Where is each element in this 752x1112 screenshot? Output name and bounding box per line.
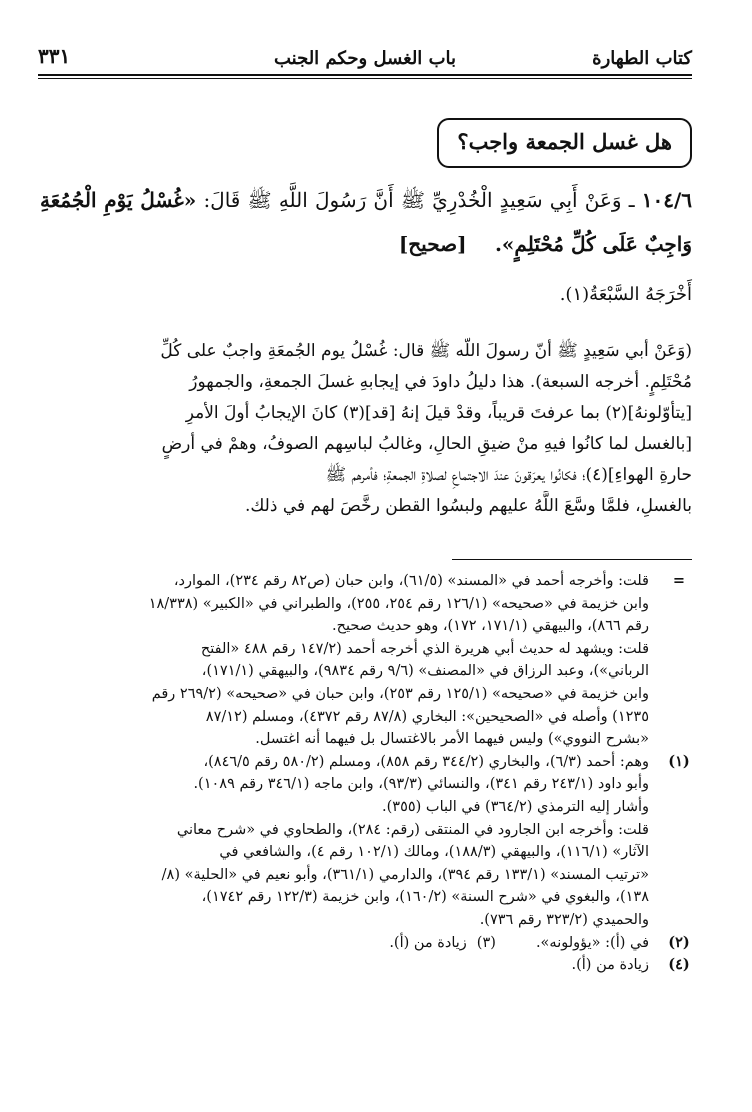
footnote-4 <box>36 954 697 977</box>
footnote-line: زيادة من (أ). <box>571 957 649 974</box>
hadith-intro: وَعَنْ أَبِي سَعِيدٍ الْخُدْرِيِّ ﷺ أَنَّ رَسُولَ اللَّهِ ﷺ قَالَ: <box>203 188 622 212</box>
footnote-divider <box>452 559 692 560</box>
footnote-line: وهم: أحمد (٦/٣)، والبخاري (٣٤٤/٢ رقم ٨٥٨)، ومسلم (٥٨٠/٢ رقم ٨٤٦/٥)، <box>203 753 649 770</box>
commentary-line: [بالغسل لما كانُوا فيهِ منْ ضيقِ الحالِ، وغالبُ لباسِهم الصوفُ، وهمْ في أرضٍ <box>161 434 692 454</box>
footnote-3-number: (٣) <box>476 934 496 951</box>
header-rule-thin <box>38 78 692 79</box>
chapter-title: باب الغسل وحكم الجنب <box>273 48 457 69</box>
hadith-matn: «غُسْلُ يَوْمِ الْجُمُعَةِ وَاجِبٌ عَلَى كُلِّ مُحْتَلِمٍ». <box>40 188 692 256</box>
page-header <box>38 40 692 80</box>
footnote-number: (٢) <box>668 933 690 951</box>
footnote-1 <box>36 751 697 932</box>
hadith-takhrij: أَخْرَجَهُ السَّبْعَةُ(١). <box>559 284 692 305</box>
footnote-line: وابن خزيمة في «صحيحه» (١٢٦/١ رقم ٢٥٤، ٢٥٥)، والطبراني في «الكبير» (١٨/٣٣٨ <box>148 595 649 612</box>
commentary-line: (وَعَنْ أبي سَعِيدٍ ﷺ أنّ رسولَ اللّه ﷺ قال: غُسْلُ يوم الجُمعَةِ واجبٌ على كُلِّ <box>160 341 692 361</box>
footnote-line <box>36 932 649 955</box>
hadith-number: ١٠٤/٦ <box>641 188 693 212</box>
hadith-text: ١٠٤/٦ ـ وَعَنْ أَبِي سَعِيدٍ الْخُدْرِيِّ ﷺ أَنَّ رَسُولَ اللَّهِ ﷺ قَالَ: «غُسْلُ يَوْمِ الْجُمُعَةِ وَاجِبٌ عَلَى كُلِّ مُحْتَلِمٍ». [صحيح] <box>40 188 693 256</box>
footnote-line: قلت: وأخرجه أحمد في «المسند» (٦١/٥)، وابن حبان (ص٨٢ رقم ٢٣٤)، الموارد، <box>173 573 649 589</box>
commentary-line: حارةِ الهواءِ](٤)؛ فكانُوا يعرَقونَ عندَ الاجتماعِ لصلاةِ الجمعةِ؛ فأمرهم ﷺ <box>325 465 692 485</box>
footnote-line: الرباني»)، وعبد الرزاق في «المصنف» (٩/٦ رقم ٩٨٣٤)، والبيهقي (١٧١/١)، <box>201 663 649 680</box>
footnote-number: (٤) <box>668 956 690 974</box>
footnote-line: وأشار إليه الترمذي (٣٦٤/٢) في الباب (٣٥٥). <box>382 798 649 815</box>
header-rule-thick <box>38 74 692 76</box>
footnote-continuation <box>36 570 697 751</box>
continuation-marker: = <box>672 572 686 589</box>
footnote-number: (١) <box>668 752 690 770</box>
commentary-line: بالغسلِ، فلمَّا وسَّعَ اللَّهُ عليهم ولبسُوا القطن رخَّصَ لهم في ذلك. <box>244 496 692 516</box>
footnote-line: وابن خزيمة في «صحيحه» (١٢٥/١ رقم ٢٥٣)، وابن حبان في «صحيحه» (٢٦٩/٢ رقم <box>151 685 649 702</box>
footnote-3-text: زيادة من (أ). <box>389 934 467 951</box>
footnote-line: «ترتيب المسند» (١٣٣/١ رقم ٣٩٤)، والدارمي (٣٦١/١)، وأبو نعيم في «الحلية» (٨/ <box>161 866 649 883</box>
footnote-2-3 <box>36 932 697 955</box>
hadith-grade: [صحيح] <box>398 232 467 256</box>
footnote-line: الآثار» (١١٦/١)، والبيهقي (١٨٨/٣)، ومالك (١٠٢/١ رقم ٤)، والشافعي في <box>219 844 649 861</box>
footnote-line: قلت: وأخرجه ابن الجارود في المنتقى (رقم: ٢٨٤)، والطحاوي في «شرح معاني <box>176 821 649 838</box>
question-heading: هل غسل الجمعة واجب؟ <box>437 118 692 168</box>
footnote-line: ١٣٨)، والبغوي في «شرح السنة» (١٦٠/٢)، وابن خزيمة (١٢٢/٣ رقم ١٧٤٢)، <box>201 889 649 906</box>
footnote-line: والحميدي (٣٢٣/٢ رقم ٧٣٦). <box>479 911 649 928</box>
commentary-line: مُحْتَلِمٍ. أخرجه السبعة). هذا دليلُ داودَ في إيجابهِ غسلَ الجمعةِ، والجمهورُ <box>189 372 692 392</box>
page-number: ٣٣١ <box>38 44 71 68</box>
footnotes <box>36 570 697 977</box>
commentary-line: [يتأوّلونهُ](٢) بما عرفتَ قريباً، وقدْ قيلَ إنهُ [قد](٣) كانَ الإيجابُ أولَ الأمرِ <box>185 403 692 423</box>
footnote-line: «بشرح النووي») وليس فيهما الأمر بالاغتسال بل فيهما أنه اغتسل. <box>255 731 649 748</box>
footnote-2-text: في (أ): «يؤولونه». <box>535 934 649 951</box>
footnote-line: وأبو داود (٢٤٣/١ رقم ٣٤١)، والنسائي (٩٣/٣)، وابن ماجه (٣٤٦/١ رقم ١٠٨٩). <box>193 776 649 793</box>
book-title: كتاب الطهارة <box>592 48 692 69</box>
footnote-line: ١٢٣٥) وأصله في «الصحيحين»: البخاري (٨٧/٨ رقم ٤٣٧٢)، ومسلم (٨٧/١٢ <box>205 708 649 725</box>
footnote-line: رقم ٨٦٦)، والبيهقي (١٧١/١، ١٧٢)، وهو حديث صحيح. <box>332 618 649 635</box>
commentary <box>38 336 692 522</box>
footnote-line: قلت: ويشهد له حديث أبي هريرة الذي أخرجه أحمد (١٤٧/٢ رقم ٤٨٨ «الفتح <box>200 640 649 657</box>
